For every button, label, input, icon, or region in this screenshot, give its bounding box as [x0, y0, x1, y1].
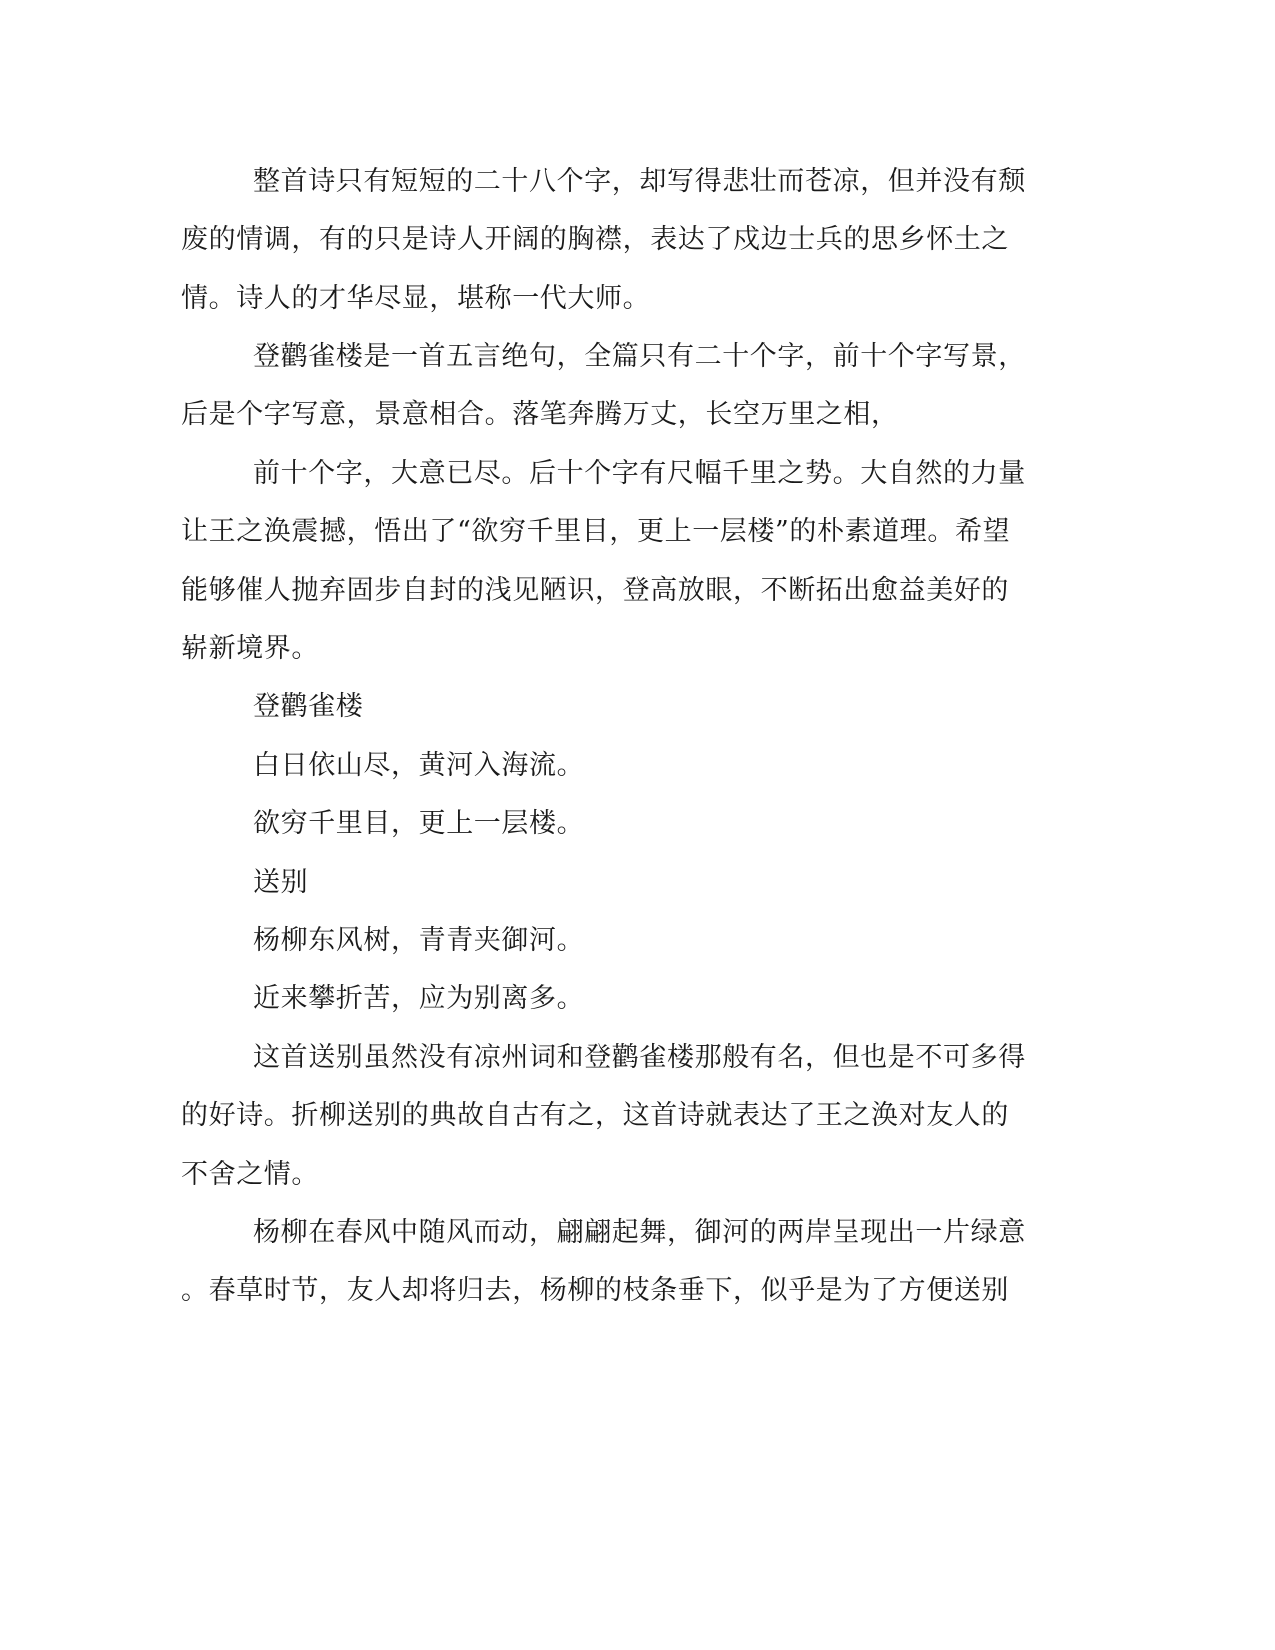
paragraph-2-line-2: 后是个字写意，景意相合。落笔奔腾万丈，长空万里之相， [181, 399, 899, 430]
paragraph-4-line-3: 不舍之情。 [181, 1159, 319, 1190]
paragraph-3-line-2: 让王之涣震撼，悟出了“欲穷千里目，更上一层楼”的朴素道理。希望 [181, 516, 1011, 547]
paragraph-4-line-2: 的好诗。折柳送别的典故自古有之，这首诗就表达了王之涣对友人的 [181, 1100, 1009, 1131]
paragraph-5-line-2: 。春草时节，友人却将归去，杨柳的枝条垂下，似乎是为了方便送别 [181, 1275, 1009, 1306]
paragraph-1-line-3: 情。诗人的才华尽显，堪称一代大师。 [181, 283, 651, 314]
poem-1-line-1: 白日依山尽，黄河入海流。 [253, 750, 585, 781]
poem-2-line-2: 近来攀折苦，应为别离多。 [253, 983, 585, 1014]
paragraph-1-line-2: 废的情调，有的只是诗人开阔的胸襟，表达了戍边士兵的思乡怀土之 [181, 224, 1009, 255]
poem-title-songbie: 送别 [253, 867, 309, 898]
paragraph-3-line-1: 前十个字，大意已尽。后十个字有尺幅千里之势。大自然的力量 [253, 458, 1026, 489]
poem-2-line-1: 杨柳东风树，青青夹御河。 [253, 925, 585, 956]
paragraph-3-line-4: 崭新境界。 [181, 633, 319, 664]
paragraph-1-line-1: 整首诗只有短短的二十八个字，却写得悲壮而苍凉，但并没有颓 [253, 166, 1026, 197]
poem-title-denghuangquelou: 登鹳雀楼 [253, 691, 364, 722]
paragraph-2-line-1: 登鹳雀楼是一首五言绝句，全篇只有二十个字，前十个字写景， [253, 341, 1026, 372]
poem-1-line-2: 欲穷千里目，更上一层楼。 [253, 808, 585, 839]
paragraph-3-line-3: 能够催人抛弃固步自封的浅见陋识，登高放眼，不断拓出愈益美好的 [181, 575, 1009, 606]
paragraph-5-line-1: 杨柳在春风中随风而动，翩翩起舞，御河的两岸呈现出一片绿意 [253, 1217, 1026, 1248]
paragraph-4-line-1: 这首送别虽然没有凉州词和登鹳雀楼那般有名，但也是不可多得 [253, 1042, 1026, 1073]
